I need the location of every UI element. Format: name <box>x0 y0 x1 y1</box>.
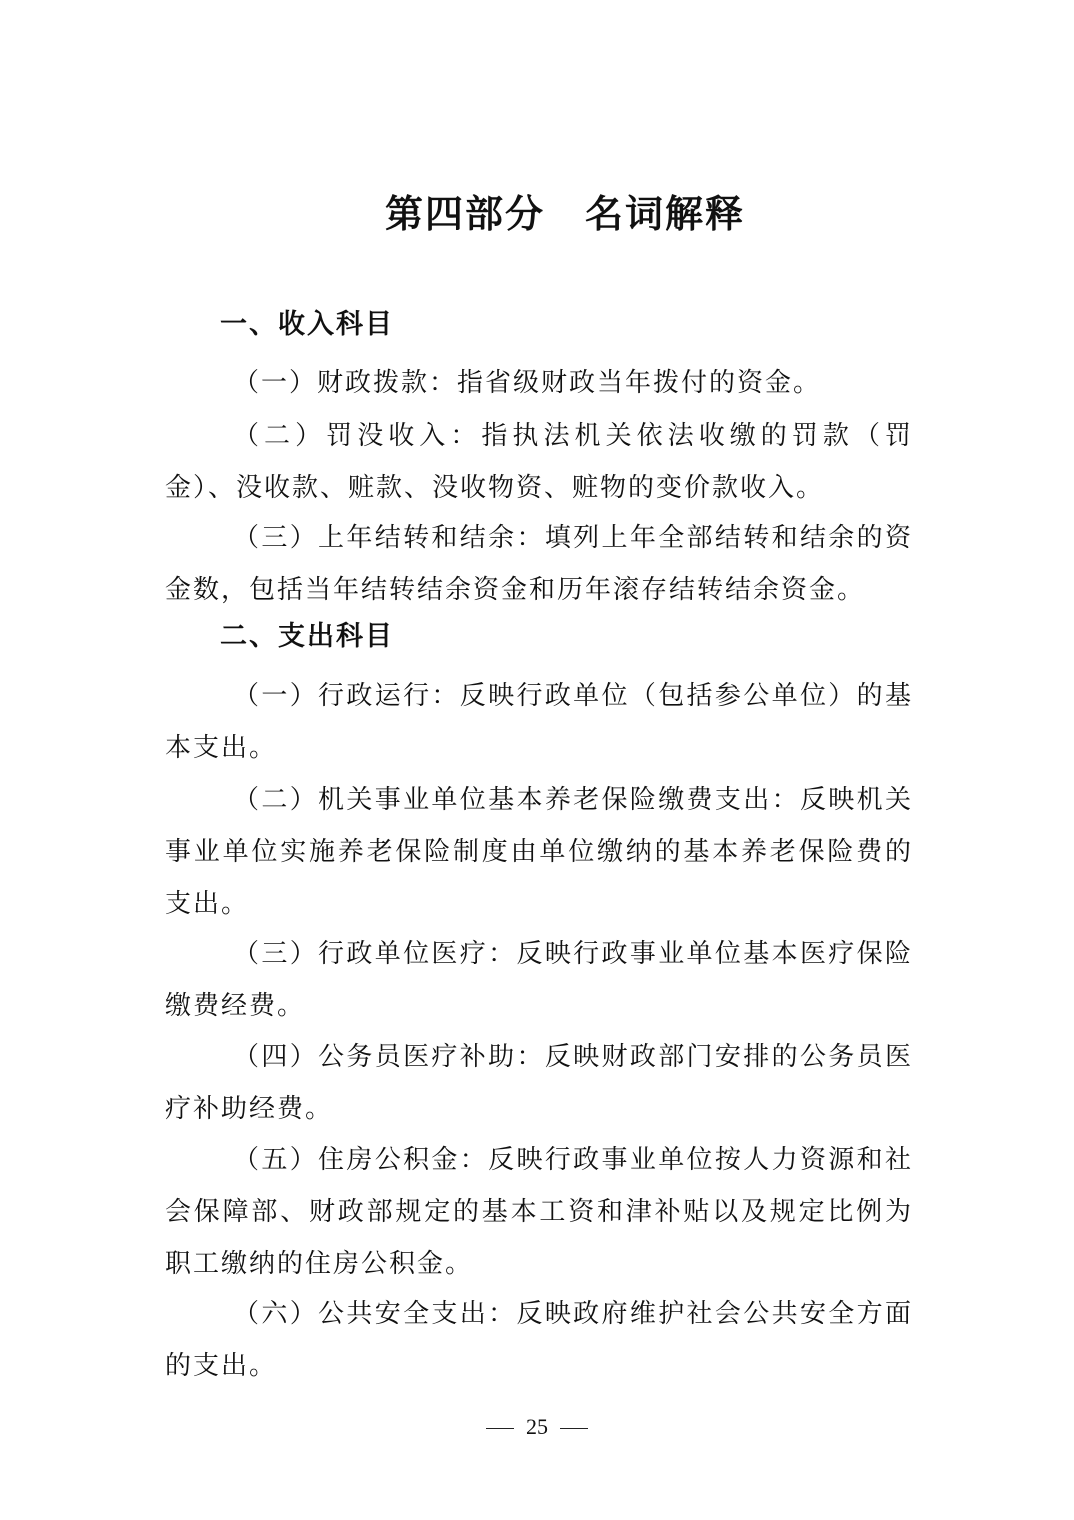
expenditure-item-2: （二）机关事业单位基本养老保险缴费支出：反映机关事业单位实施养老保险制度由单位缴纳的基本养老保险费的支出。 <box>165 785 913 919</box>
page-footer <box>0 1412 1074 1442</box>
expenditure-item-5: （五）住房公积金：反映行政事业单位按人力资源和社会保障部、财政部规定的基本工资和津补贴以及规定比例为职工缴纳的住房公积金。 <box>165 1145 913 1279</box>
expenditure-item-6: （六）公共安全支出：反映政府维护社会公共安全方面的支出。 <box>165 1299 913 1381</box>
income-item-2: （二）罚没收入：指执法机关依法收缴的罚款（罚金）、没收款、赃款、没收物资、赃物的变价款收入。 <box>165 421 913 503</box>
income-item-3: （三）上年结转和结余：填列上年全部结转和结余的资金数，包括当年结转结余资金和历年滚存结转结余资金。 <box>165 523 913 605</box>
expenditure-item-4: （四）公务员医疗补助：反映财政部门安排的公务员医疗补助经费。 <box>165 1042 913 1124</box>
expenditure-item-1: （一）行政运行：反映行政单位（包括参公单位）的基本支出。 <box>165 681 913 763</box>
footer-dash-right <box>560 1428 588 1429</box>
income-item-1: （一）财政拨款：指省级财政当年拨付的资金。 <box>233 368 822 398</box>
page-number: 25 <box>526 1414 548 1439</box>
section-heading-income: 一、收入科目 <box>220 309 394 340</box>
footer-dash-left <box>486 1428 514 1429</box>
page-title: 第四部分 名词解释 <box>384 192 745 236</box>
section-heading-expenditure: 二、支出科目 <box>220 621 394 652</box>
expenditure-item-3: （三）行政单位医疗：反映行政事业单位基本医疗保险缴费经费。 <box>165 939 913 1021</box>
